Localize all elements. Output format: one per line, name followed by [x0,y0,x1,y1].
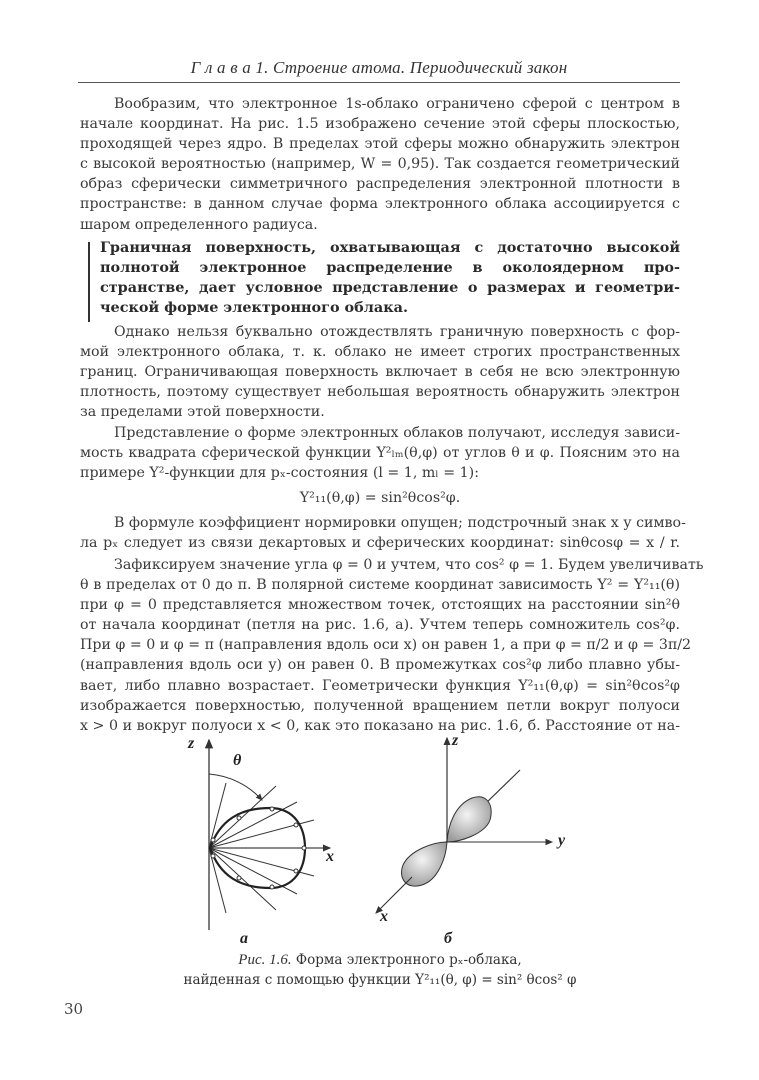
paragraph-2 [80,322,680,422]
subfigure-b-label: б [444,930,452,947]
running-title: Г л а в а 1. Строение атома. Периодический закон [190,58,568,77]
p-orbital-diagram [360,730,580,950]
text-line: мой электронного облака, т. к. облако не имеет строгих пространственных [80,344,680,361]
text-line: θ в пределах от 0 до π. В полярной системе координат зависимость Y² = Y²₁₁(θ) [80,577,680,594]
text-line: странстве, дает условное представление о размерах и геометри- [100,279,680,297]
axis-x-label: x [380,908,388,925]
text-line: x > 0 и вокруг полуоси x < 0, как это показано на рис. 1.6, б. Расстояние от на- [80,717,680,734]
text-line: вает, либо плавно возрастает. Геометрически функция Y²₁₁(θ,φ) = sin²θcos²φ [80,677,680,694]
paragraph-4 [80,513,686,553]
text-line: границ. Ограничивающая поверхность включает в себя не всю электронную [80,364,680,381]
definition-bar [88,242,90,322]
subfigure-a-label: а [240,930,248,947]
definition-text [100,238,680,318]
figure-b-p-orbital [360,730,580,950]
axis-x-label: x [326,848,334,865]
text-line: за пределами этой поверхности. [80,404,325,421]
text-line: пространстве: в данном случае форма электронного облака ассоциируется с [80,196,680,213]
caption-ref: Рис. 1.6. [238,952,292,968]
text-line: при φ = 0 представляется множеством точек, отстоящих на расстоянии sin²θ [80,597,680,614]
text-line: примере Y²-функции для pₓ-состояния (l = 1, mₗ = 1): [80,465,479,482]
text-line: Вообразим, что электронное 1s-облако ограничено сферой с центром в [114,96,680,112]
text-line: Граничная поверхность, охватывающая с достаточно высокой [100,239,680,256]
angle-theta-label: θ [233,752,242,769]
text-line: Однако нельзя буквально отождествлять граничную поверхность с фор- [114,324,680,340]
text-line: изображается поверхностью, полученной вращением петли вокруг полуоси [80,697,680,714]
caption-line-1 [80,950,680,970]
text-line: проходящей через ядро. В пределах этой сферы можно обнаружить электрон [80,136,680,153]
text-line: При φ = 0 и φ = π (направления вдоль оси x) он равен 1, а при φ = π/2 и φ = 3π/2 [80,637,692,654]
text-line: Зафиксируем значение угла φ = 0 и учтем, что cos² φ = 1. Будем увеличивать [114,557,704,573]
text-line: (направления вдоль оси y) он равен 0. В промежутках cos²φ либо плавно убы- [80,657,680,674]
text-line: полнотой электронное распределение в околоядерном про- [100,259,680,277]
caption-line-2: найденная с помощью функции Y²₁₁(θ, φ) = sin² θcos² φ [183,972,577,988]
figure-caption [80,950,680,990]
text-line: с высокой вероятностью (например, W = 0,95). Так создается геометрический [80,156,680,173]
paragraph-5 [80,555,704,736]
axis-y-label: y [558,832,566,849]
caption-text-1: Форма электронного pₓ-облака, [291,952,522,968]
paragraph-1 [80,94,680,235]
text-line: начале координат. На рис. 1.5 изображено сечение этой сферы плоскостью, [80,116,680,133]
text-line: мость квадрата сферической функции Y²ₗₘ(θ,φ) от углов θ и φ. Поясним это на [80,445,680,462]
text-line: плотность, поэтому существует небольшая вероятность обнаружить электрон [80,384,680,401]
running-header [78,58,680,83]
text-line: от начала координат (петля на рис. 1.6, а). Учтем теперь сомножитель cos²φ. [80,617,680,634]
polar-loop-diagram [180,730,380,950]
figure-a-polar-loop [180,730,380,950]
axis-z-label: z [452,732,459,749]
text-line: ческой форме электронного облака. [100,299,408,317]
formula: Y²₁₁(θ,φ) = sin²θcos²φ. [299,490,461,506]
formula-block [80,488,680,508]
text-line: Представление о форме электронных облаков получают, исследуя зависи- [114,425,680,441]
text-line: шаром определенного радиуса. [80,216,318,233]
text-line: ла pₓ следует из связи декартовых и сферических координат: sinθcosφ = x / r. [80,535,680,552]
paragraph-3 [80,423,680,483]
page-number: 30 [64,1000,84,1018]
axis-z-label: z [188,735,195,752]
text-line: образ сферически симметричного распределения электронной плотности в [80,176,680,193]
text-line: В формуле коэффициент нормировки опущен; подстрочный знак x у симво- [114,515,686,531]
